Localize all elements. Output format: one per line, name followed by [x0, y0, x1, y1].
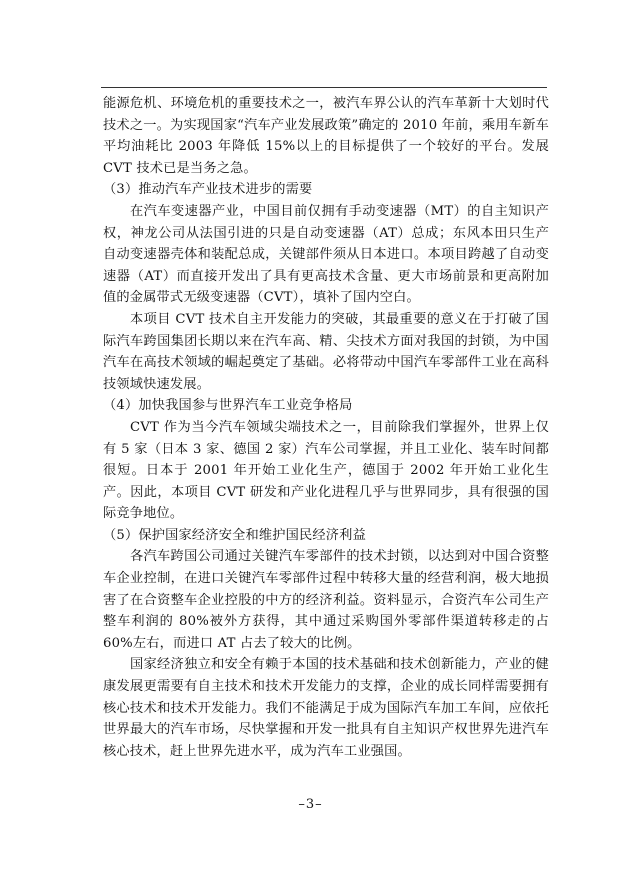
- paragraph-cvt-breakthrough: 本项目 CVT 技术自主开发能力的突破，其最重要的意义在于打破了国际汽车跨国集团长期以来在汽车高、精、尖技术方面对我国的封锁，为中国汽车在高技术领域的崛起奠定了基础。必将带动中国汽车零部件工业在高科技领域快速发展。: [103, 311, 549, 392]
- paragraph-continued: 能源危机、环境危机的重要技术之一，被汽车界公认的汽车革新十大划时代技术之一。为实现国家“汽车产业发展政策”确定的 2010 年前，乘用车新车平均油耗比 2003 年降低 15%以上的目标提供了一个较好的平台。发展 CVT 技术已是当务之急。: [103, 96, 549, 176]
- paragraph-economic-interest: 各汽车跨国公司通过关键汽车零部件的技术封锁，以达到对中国合资整车企业控制，在进口关键汽车零部件过程中转移大量的经营利润，极大地损害了在合资整车企业控股的中方的经济利益。资料显示，合资汽车公司生产整车利润的 80%被外方获得，其中通过采购国外零部件渠道转移走的占 60%左右，而进口 AT 占去了较大的比例。: [103, 549, 549, 651]
- section-heading-5: （5）保护国家经济安全和维护国民经济利益: [103, 527, 366, 543]
- paragraph-transmission-industry: 在汽车变速器产业，中国目前仅拥有手动变速器（MT）的自主知识产权，神龙公司从法国引进的只是自动变速器（AT）总成；东风本田只生产自动变速器壳体和装配总成，关键部件须从日本进口。本项目跨越了自动变速器（AT）而直接开发出了具有更高技术含量、更大市场前景和更高附加值的金属带式无级变速器（CVT），填补了国内空白。: [103, 203, 549, 306]
- paragraph-cvt-world: CVT 作为当今汽车领域尖端技术之一，目前除我们掌握外，世界上仅有 5 家（日本 3 家、德国 2 家）汽车公司掌握，并且工业化、装车时间都很短。日本于 2001 年开始工业化生产，德国于 2002 年开始工业化生产。因此，本项目 CVT 研发和产业化进程几乎与世界同步，具有很强的国际竞争地位。: [103, 419, 549, 522]
- section-heading-3: （3）推动汽车产业技术进步的需要: [103, 182, 313, 198]
- header-rule: [101, 87, 547, 88]
- page-number: –3–: [298, 797, 323, 812]
- section-heading-4: （4）加快我国参与世界汽车工业竞争格局: [103, 398, 353, 414]
- document-body: [103, 93, 549, 762]
- paragraph-economic-independence: 国家经济独立和安全有赖于本国的技术基础和技术创新能力，产业的健康发展更需要有自主技术和技术开发能力的支撑，企业的成长同样需要拥有核心技术和技术开发能力。我们不能满足于成为国际汽车加工车间，应依托世界最大的汽车市场，尽快掌握和开发一批具有自主知识产权世界先进汽车核心技术，赶上世界先进水平，成为汽车工业强国。: [103, 657, 549, 759]
